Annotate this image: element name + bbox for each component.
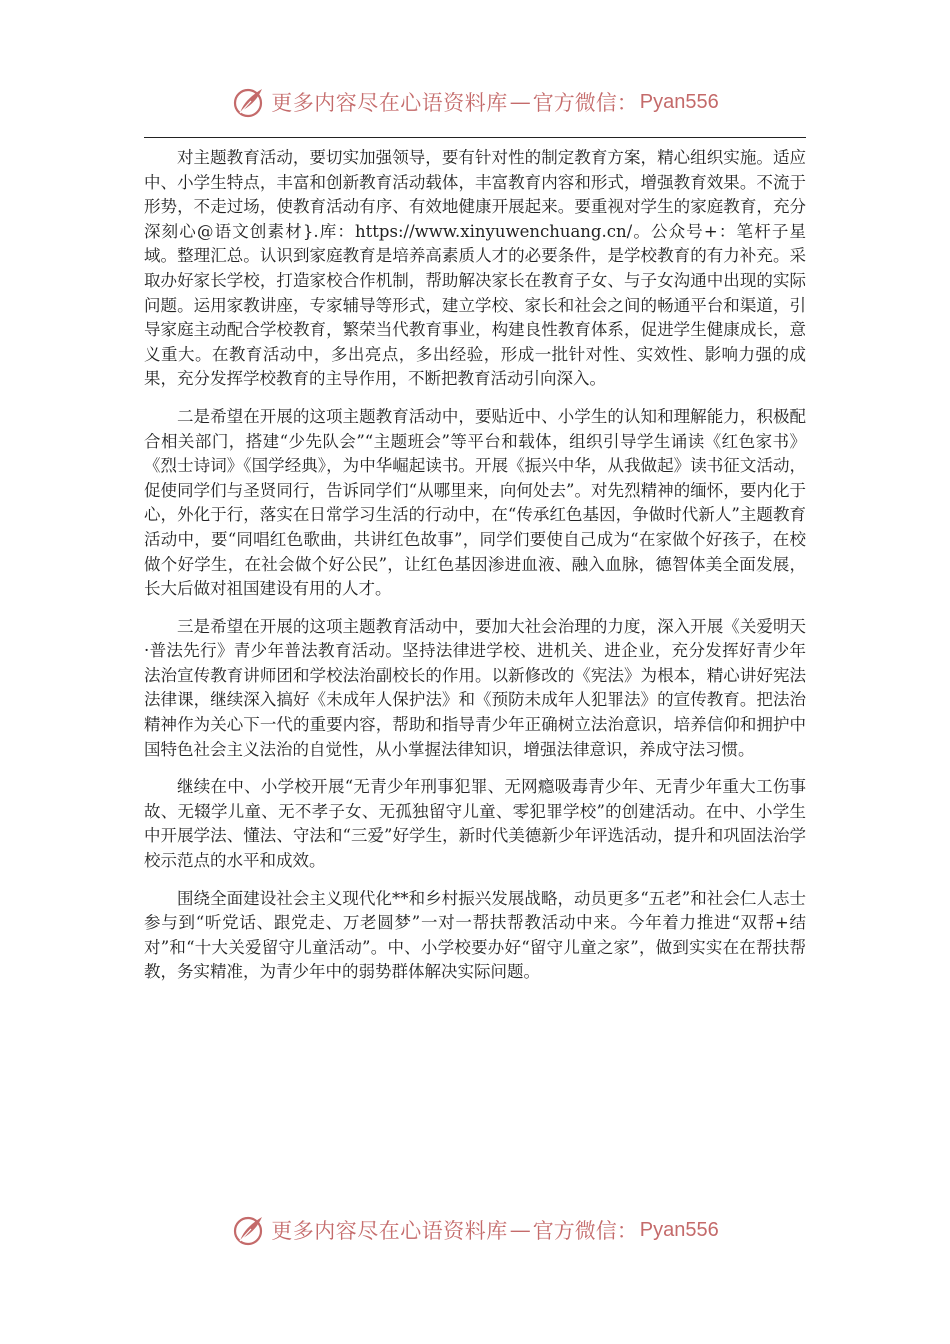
- banner-title: 更多内容尽在心语资料库: [271, 91, 508, 115]
- body-paragraph: 三是希望在开展的这项主题教育活动中，要加大社会治理的力度，深入开展《关爱明天·普法先行》青少年普法教育活动。坚持法律进学校、进机关、进企业，充分发挥好青少年法治宣传教育讲师团和学校法治副校长的作用。以新修改的《宪法》为根本，精心讲好宪法法律课，继续深入搞好《未成年人保护法》和《预防未成年人犯罪法》的宣传教育。把法治精神作为关心下一代的重要内容，帮助和指导青少年正确树立法治意识，培养信仰和拥护中国特色社会主义法治的自觉性，从小掌握法律知识，增强法律意识，养成守法习惯。: [144, 616, 806, 759]
- quill-logo-icon: [231, 84, 267, 120]
- document-body: [144, 146, 806, 998]
- footer-separator: —: [509, 1218, 531, 1242]
- body-paragraph: 二是希望在开展的这项主题教育活动中，要贴近中、小学生的认知和理解能力，积极配合相关部门，搭建“少先队会”“主题班会”等平台和载体，组织引导学生诵读《红色家书》《烈士诗词》《国学经典》，为中华崛起读书。开展《振兴中华，从我做起》读书征文活动，促使同学们与圣贤同行，告诉同学们“从哪里来，向何处去”。对先烈精神的缅怀，要内化于心，外化于行，落实在日常学习生活的行动中，在“传承红色基因，争做时代新人”主题教育活动中，要“同唱红色歌曲，共讲红色故事”，同学们要使自己成为“在家做个好孩子，在校做个好学生，在社会做个好公民”，让红色基因渗进血液、融入血脉，德智体美全面发展，长大后做对祖国建设有用的人才。: [144, 406, 806, 599]
- header-divider: [144, 137, 806, 138]
- body-paragraph: 围绕全面建设社会主义现代化**和乡村振兴发展战略，动员更多“五老”和社会仁人志士参与到“听党话、跟党走、万老圆梦”一对一帮扶帮教活动中来。今年着力推进“双帮+结对”和“十大关爱留守儿童活动”。中、小学校要办好“留守儿童之家”，做到实实在在帮扶帮教，务实精准，为青少年中的弱势群体解决实际问题。: [144, 888, 806, 982]
- banner-wechat-id: Pyan556: [639, 90, 719, 113]
- header-banner: [0, 82, 950, 122]
- footer-wechat-id: Pyan556: [639, 1218, 719, 1241]
- footer-banner: [0, 1210, 950, 1250]
- banner-wechat-label: 官方微信：: [532, 91, 638, 115]
- footer-wechat-label: 官方微信：: [532, 1219, 638, 1243]
- quill-logo-icon: [231, 1212, 267, 1248]
- banner-separator: —: [509, 90, 531, 114]
- footer-title: 更多内容尽在心语资料库: [271, 1219, 508, 1243]
- body-paragraph: 对主题教育活动，要切实加强领导，要有针对性的制定教育方案，精心组织实施。适应中、小学生特点，丰富和创新教育活动载体，丰富教育内容和形式，增强教育效果。不流于形势，不走过场，使教育活动有序、有效地健康开展起来。要重视对学生的家庭教育，充分深刻心@语文创素材}.库：https://www.xinyuwenchuang.cn/。公众号+：笔杆子星域。整理汇总。认识到家庭教育是培养高素质人才的必要条件，是学校教育的有力补充。采取办好家长学校，打造家校合作机制，帮助解决家长在教育子女、与子女沟通中出现的实际问题。运用家教讲座，专家辅导等形式，建立学校、家长和社会之间的畅通平台和渠道，引导家庭主动配合学校教育，繁荣当代教育事业，构建良性教育体系，促进学生健康成长，意义重大。在教育活动中，多出亮点，多出经验，形成一批针对性、实效性、影响力强的成果，充分发挥学校教育的主导作用，不断把教育活动引向深入。: [144, 148, 806, 389]
- body-paragraph: 继续在中、小学校开展“无青少年刑事犯罪、无网瘾吸毒青少年、无青少年重大工伤事故、无辍学儿童、无不孝子女、无孤独留守儿童、零犯罪学校”的创建活动。在中、小学生中开展学法、懂法、守法和“三爱”好学生，新时代美德新少年评选活动，提升和巩固法治学校示范点的水平和成效。: [144, 777, 806, 871]
